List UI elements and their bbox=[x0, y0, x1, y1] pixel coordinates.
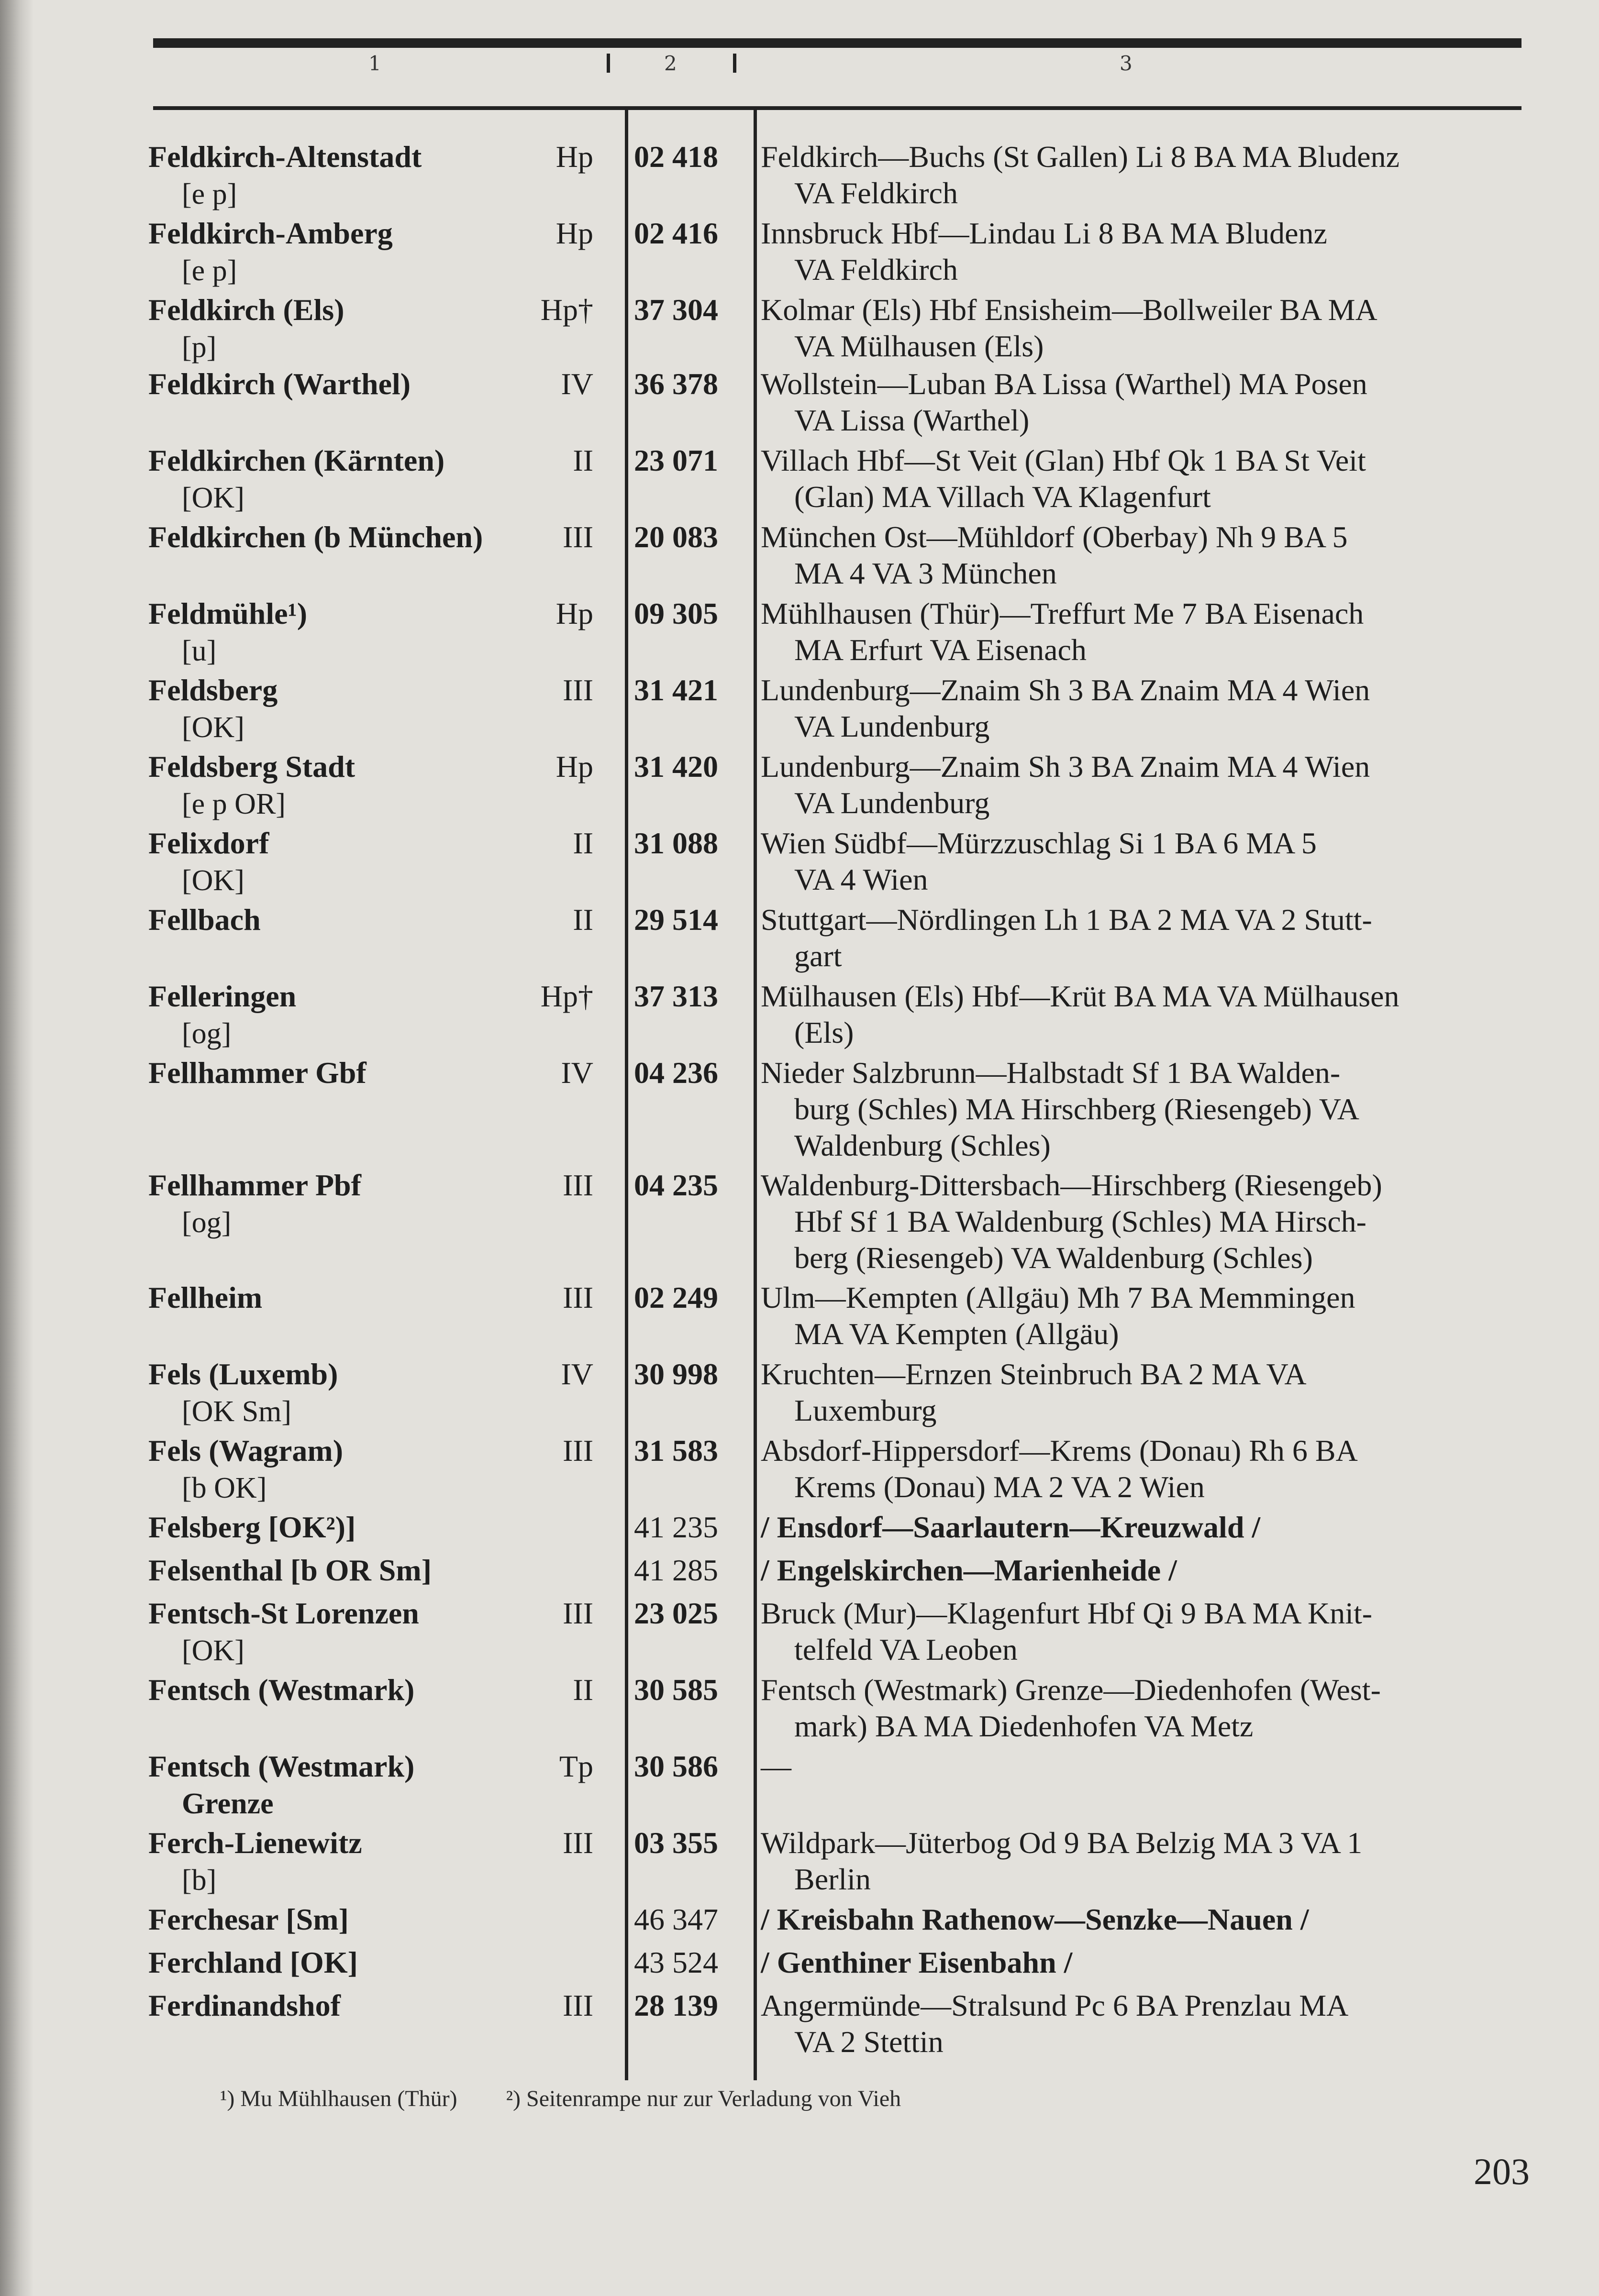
route-line-continued: MA 4 VA 3 München bbox=[794, 556, 1057, 590]
station-note: [OK] bbox=[182, 864, 244, 897]
route-description bbox=[761, 1825, 1545, 1898]
route-description bbox=[761, 1552, 1545, 1589]
route-description bbox=[761, 1987, 1545, 2060]
station-number: 36 378 bbox=[634, 367, 718, 401]
route-description bbox=[761, 1509, 1545, 1545]
station-name: Felsenthal [b OR Sm] bbox=[148, 1553, 432, 1587]
station-number: 30 586 bbox=[634, 1749, 718, 1783]
station-note: [OK] bbox=[182, 711, 244, 744]
station-name: Feldsberg bbox=[148, 673, 278, 707]
station-class: Hp bbox=[555, 596, 593, 630]
station-number: 30 585 bbox=[634, 1673, 718, 1707]
column-header-2: 2 bbox=[664, 52, 677, 75]
station-name: Fels (Wagram) bbox=[148, 1434, 343, 1468]
station-class: Hp bbox=[555, 750, 593, 784]
column-divider-2 bbox=[754, 107, 757, 2080]
route-line-continued: Luxemburg bbox=[794, 1393, 937, 1427]
route-description bbox=[761, 672, 1545, 745]
route-line: Wien Südbf—Mürzzuschlag Si 1 BA 6 MA 5 bbox=[761, 826, 1317, 860]
route-description bbox=[761, 749, 1545, 821]
station-name: Fentsch (Westmark) bbox=[148, 1749, 415, 1783]
station-name: Fentsch (Westmark) bbox=[148, 1673, 415, 1707]
station-class: III bbox=[563, 520, 593, 554]
route-line: / Kreisbahn Rathenow—Senzke—Nauen / bbox=[761, 1902, 1309, 1936]
station-class: Hp bbox=[555, 140, 593, 174]
station-class: IV bbox=[561, 367, 593, 401]
station-class: III bbox=[563, 1280, 593, 1314]
route-line: Angermünde—Stralsund Pc 6 BA Prenzlau MA bbox=[761, 1988, 1349, 2022]
station-number: 23 025 bbox=[634, 1596, 718, 1630]
station-class: III bbox=[563, 673, 593, 707]
book-gutter bbox=[0, 0, 33, 2296]
route-line: Kruchten—Ernzen Steinbruch BA 2 MA VA bbox=[761, 1357, 1307, 1391]
route-line: Innsbruck Hbf—Lindau Li 8 BA MA Bludenz bbox=[761, 216, 1327, 250]
route-line-continued: Krems (Donau) MA 2 VA 2 Wien bbox=[794, 1470, 1205, 1504]
station-class: IV bbox=[561, 1056, 593, 1090]
station-number: 23 071 bbox=[634, 443, 718, 477]
route-line-continued: VA Mülhausen (Els) bbox=[794, 329, 1044, 363]
station-note: [u] bbox=[182, 635, 217, 667]
station-name: Felleringen bbox=[148, 979, 297, 1013]
station-note: [b] bbox=[182, 1864, 217, 1897]
route-description bbox=[761, 366, 1545, 439]
route-line-continued: telfeld VA Leoben bbox=[794, 1633, 1018, 1667]
route-description bbox=[761, 825, 1545, 898]
route-line: Bruck (Mur)—Klagenfurt Hbf Qi 9 BA MA Knit- bbox=[761, 1596, 1373, 1630]
route-description bbox=[761, 596, 1545, 668]
station-name: Ferchesar [Sm] bbox=[148, 1902, 349, 1936]
route-line: Absdorf-Hippersdorf—Krems (Donau) Rh 6 BA bbox=[761, 1434, 1358, 1468]
route-description bbox=[761, 1672, 1545, 1744]
station-number: 43 524 bbox=[634, 1945, 718, 1979]
station-number: 30 998 bbox=[634, 1357, 718, 1391]
station-name: Felsberg [OK²)] bbox=[148, 1510, 356, 1544]
station-name: Feldsberg Stadt bbox=[148, 750, 355, 784]
route-line-continued: (Els) bbox=[794, 1016, 854, 1049]
route-line: Wildpark—Jüterbog Od 9 BA Belzig MA 3 VA 1 bbox=[761, 1826, 1363, 1860]
page-number: 203 bbox=[1474, 2151, 1530, 2192]
station-number: 28 139 bbox=[634, 1988, 718, 2022]
column-header-divider bbox=[607, 54, 610, 73]
route-line-continued: VA Lundenburg bbox=[794, 786, 990, 820]
station-note: [OK] bbox=[182, 1634, 244, 1667]
station-name: Feldkirch (Warthel) bbox=[148, 367, 411, 401]
route-description bbox=[761, 1748, 1545, 1785]
route-description bbox=[761, 1901, 1545, 1938]
route-description bbox=[761, 139, 1545, 211]
station-name: Fels (Luxemb) bbox=[148, 1357, 338, 1391]
station-number: 09 305 bbox=[634, 596, 718, 630]
route-line: Waldenburg-Dittersbach—Hirschberg (Riesengeb) bbox=[761, 1168, 1382, 1202]
station-class: III bbox=[563, 1596, 593, 1630]
station-name: Feldkirch-Altenstadt bbox=[148, 140, 422, 174]
station-note: [OK Sm] bbox=[182, 1395, 292, 1428]
station-class: III bbox=[563, 1988, 593, 2022]
route-line: Villach Hbf—St Veit (Glan) Hbf Qk 1 BA St Veit bbox=[761, 443, 1366, 477]
route-line-continued: VA 2 Stettin bbox=[794, 2025, 944, 2059]
station-note: [OK] bbox=[182, 482, 244, 514]
route-line: / Ensdorf—Saarlautern—Kreuzwald / bbox=[761, 1510, 1261, 1544]
route-line: — bbox=[761, 1749, 791, 1783]
station-number: 46 347 bbox=[634, 1902, 718, 1936]
route-line: Mülhausen (Els) Hbf—Krüt BA MA VA Mülhausen bbox=[761, 979, 1399, 1013]
column-header-3: 3 bbox=[1120, 52, 1133, 75]
station-class: Tp bbox=[559, 1749, 593, 1783]
station-note: [e p OR] bbox=[182, 788, 286, 820]
station-number: 03 355 bbox=[634, 1826, 718, 1860]
route-line-continued: Hbf Sf 1 BA Waldenburg (Schles) MA Hirsch- bbox=[794, 1204, 1366, 1238]
station-number: 41 285 bbox=[634, 1553, 718, 1587]
route-line: Mühlhausen (Thür)—Treffurt Me 7 BA Eisenach bbox=[761, 596, 1364, 630]
station-number: 04 235 bbox=[634, 1168, 718, 1202]
column-divider-1 bbox=[625, 107, 628, 2080]
station-class: III bbox=[563, 1168, 593, 1202]
station-name: Fellbach bbox=[148, 903, 261, 937]
route-line-continued: Berlin bbox=[794, 1862, 871, 1896]
route-line: Wollstein—Luban BA Lissa (Warthel) MA Posen bbox=[761, 367, 1367, 401]
route-line-continued: MA VA Kempten (Allgäu) bbox=[794, 1317, 1119, 1351]
route-line-continued: VA Lissa (Warthel) bbox=[794, 403, 1030, 437]
station-number: 31 421 bbox=[634, 673, 718, 707]
route-description bbox=[761, 442, 1545, 515]
station-number: 04 236 bbox=[634, 1056, 718, 1090]
route-line-continued: berg (Riesengeb) VA Waldenburg (Schles) bbox=[794, 1241, 1313, 1275]
station-name: Fellhammer Gbf bbox=[148, 1056, 366, 1090]
route-line: Lundenburg—Znaim Sh 3 BA Znaim MA 4 Wien bbox=[761, 673, 1370, 707]
station-class: II bbox=[573, 826, 593, 860]
station-name: Fellhammer Pbf bbox=[148, 1168, 361, 1202]
station-note: [e p] bbox=[182, 254, 237, 287]
station-note: [e p] bbox=[182, 178, 237, 210]
station-name: Fellheim bbox=[148, 1280, 263, 1314]
route-line: / Genthiner Eisenbahn / bbox=[761, 1945, 1073, 1979]
station-name: Ferch-Lienewitz bbox=[148, 1826, 362, 1860]
station-note: [og] bbox=[182, 1017, 232, 1050]
station-class: II bbox=[573, 443, 593, 477]
station-number: 37 304 bbox=[634, 293, 718, 327]
route-line-continued: Waldenburg (Schles) bbox=[794, 1128, 1051, 1162]
station-class: II bbox=[573, 1673, 593, 1707]
station-name: Feldkirchen (b München) bbox=[148, 520, 483, 554]
route-line-continued: mark) BA MA Diedenhofen VA Metz bbox=[794, 1709, 1254, 1743]
route-line-continued: VA 4 Wien bbox=[794, 862, 928, 896]
station-class: IV bbox=[561, 1357, 593, 1391]
column-header-divider bbox=[733, 54, 736, 73]
route-description bbox=[761, 1433, 1545, 1505]
route-description bbox=[761, 978, 1545, 1051]
route-line: Fentsch (Westmark) Grenze—Diedenhofen (West- bbox=[761, 1673, 1381, 1707]
route-line-continued: VA Feldkirch bbox=[794, 176, 958, 210]
station-name: Ferchland [OK] bbox=[148, 1945, 358, 1979]
footnotes bbox=[220, 2086, 944, 2112]
route-line: Kolmar (Els) Hbf Ensisheim—Bollweiler BA MA bbox=[761, 293, 1377, 327]
station-number: 31 583 bbox=[634, 1434, 718, 1468]
station-number: 41 235 bbox=[634, 1510, 718, 1544]
route-description bbox=[761, 1280, 1545, 1352]
route-line-continued: (Glan) MA Villach VA Klagenfurt bbox=[794, 480, 1211, 514]
route-description bbox=[761, 292, 1545, 364]
route-description bbox=[761, 519, 1545, 592]
station-number: 20 083 bbox=[634, 520, 718, 554]
route-line: Lundenburg—Znaim Sh 3 BA Znaim MA 4 Wien bbox=[761, 750, 1370, 784]
route-line: München Ost—Mühldorf (Oberbay) Nh 9 BA 5 bbox=[761, 520, 1348, 554]
station-class: III bbox=[563, 1434, 593, 1468]
route-description bbox=[761, 215, 1545, 288]
route-line-continued: MA Erfurt VA Eisenach bbox=[794, 633, 1087, 667]
station-number: 02 416 bbox=[634, 216, 718, 250]
header-rule-top bbox=[153, 38, 1521, 48]
station-number: 31 420 bbox=[634, 750, 718, 784]
route-description bbox=[761, 1055, 1545, 1164]
station-number: 02 418 bbox=[634, 140, 718, 174]
station-note: [og] bbox=[182, 1206, 232, 1239]
station-number: 37 313 bbox=[634, 979, 718, 1013]
route-line-continued: VA Feldkirch bbox=[794, 253, 958, 287]
station-name: Felixdorf bbox=[148, 826, 269, 860]
station-class: Hp† bbox=[540, 979, 593, 1013]
route-description bbox=[761, 902, 1545, 974]
route-line: Stuttgart—Nördlingen Lh 1 BA 2 MA VA 2 Stutt- bbox=[761, 903, 1372, 937]
column-header-1: 1 bbox=[368, 52, 381, 75]
station-number: 02 249 bbox=[634, 1280, 718, 1314]
route-description bbox=[761, 1356, 1545, 1429]
route-line: Nieder Salzbrunn—Halbstadt Sf 1 BA Walden- bbox=[761, 1056, 1341, 1090]
header-rule-bottom bbox=[153, 106, 1521, 110]
station-note: [p] bbox=[182, 331, 217, 364]
station-note: Grenze bbox=[182, 1788, 274, 1820]
route-line: / Engelskirchen—Marienheide / bbox=[761, 1553, 1177, 1587]
footnote-2: ²) Seitenrampe nur zur Verladung von Vieh bbox=[506, 2086, 901, 2111]
station-name: Feldkirchen (Kärnten) bbox=[148, 443, 445, 477]
station-name: Feldkirch (Els) bbox=[148, 293, 344, 327]
station-class: Hp† bbox=[540, 293, 593, 327]
route-description bbox=[761, 1944, 1545, 1981]
route-description bbox=[761, 1167, 1545, 1276]
station-name: Fentsch-St Lorenzen bbox=[148, 1596, 419, 1630]
station-number: 29 514 bbox=[634, 903, 718, 937]
route-line-continued: burg (Schles) MA Hirschberg (Riesengeb) VA bbox=[794, 1092, 1359, 1126]
route-line-continued: VA Lundenburg bbox=[794, 709, 990, 743]
station-class: Hp bbox=[555, 216, 593, 250]
station-note: [b OK] bbox=[182, 1472, 267, 1504]
route-line: Ulm—Kempten (Allgäu) Mh 7 BA Memmingen bbox=[761, 1280, 1355, 1314]
station-number: 31 088 bbox=[634, 826, 718, 860]
footnote-1: ¹) Mu Mühlhausen (Thür) bbox=[220, 2086, 457, 2111]
station-name: Ferdinandshof bbox=[148, 1988, 341, 2022]
route-line: Feldkirch—Buchs (St Gallen) Li 8 BA MA Bludenz bbox=[761, 140, 1399, 174]
station-class: III bbox=[563, 1826, 593, 1860]
station-class: II bbox=[573, 903, 593, 937]
station-name: Feldkirch-Amberg bbox=[148, 216, 393, 250]
route-line-continued: gart bbox=[794, 939, 842, 973]
route-description bbox=[761, 1595, 1545, 1668]
station-name: Feldmühle¹) bbox=[148, 596, 308, 630]
